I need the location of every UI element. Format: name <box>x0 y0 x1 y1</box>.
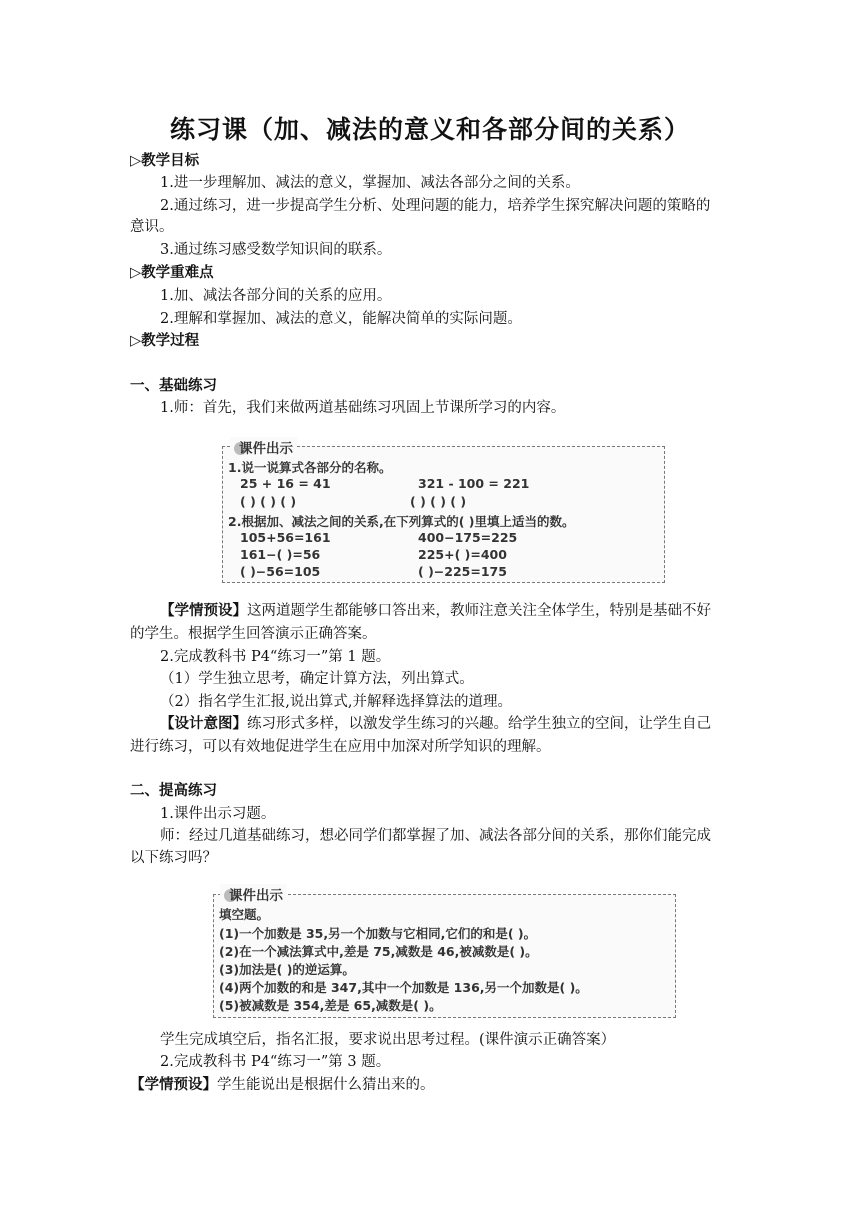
preset-paragraph: 【学情预设】学生能说出是根据什么猜出来的。 <box>130 1076 435 1093</box>
box1-equation-right: 321 - 100 = 221 <box>418 476 530 491</box>
box2-item: (5)被减数是 354,差是 65,减数是( )。 <box>219 998 442 1013</box>
goal-item-continued: 意识。 <box>130 219 174 235</box>
section2-line: 师：经过几道基础练习，想必同学们都掌握了加、减法各部分间的关系，那你们能完成 <box>160 828 711 844</box>
box2-item: (2)在一个减法算式中,差是 75,减数是 46,被减数是( )。 <box>219 944 538 959</box>
key-point-item: 1.加、减法各部分间的关系的应用。 <box>160 288 392 304</box>
box2-item: (4)两个加数的和是 347,其中一个加数是 136,另一个加数是( )。 <box>219 980 588 995</box>
courseware-tag: 课件出示 <box>220 884 287 904</box>
courseware-tag: 课件出示 <box>230 437 297 457</box>
goal-item: 2.通过练习，进一步提高学生分析、处理问题的能力，培养学生探究解决问题的策略的 <box>160 198 711 214</box>
goal-item: 3.通过练习感受数学知识间的联系。 <box>160 242 392 258</box>
box2-heading: 填空题。 <box>219 907 270 922</box>
section2-exercise-line: 2.完成教科书 P4“练习一”第 3 题。 <box>160 1054 391 1070</box>
design-intent-continued: 进行练习，可以有效地促进学生在应用中加深对所学知识的理解。 <box>130 739 551 755</box>
box1-row3-left: ( )−56=105 <box>240 564 321 579</box>
box1-row2-left: 161−( )=56 <box>240 547 321 562</box>
box1-question-2: 2.根据加、减法之间的关系,在下列算式的( )里填上适当的数。 <box>228 514 575 529</box>
box1-row1-right: 400−175=225 <box>418 530 518 545</box>
goal-item: 1.进一步理解加、减法的意义，掌握加、减法各部分之间的关系。 <box>160 175 580 191</box>
box1-row3-right: ( )−225=175 <box>418 564 507 579</box>
section2-line: 1.课件出示习题。 <box>160 806 276 822</box>
key-point-item: 2.理解和掌握加、减法的意义，能解决简单的实际问题。 <box>160 311 522 327</box>
key-points-heading: ▷教学重难点 <box>130 264 214 281</box>
page-title: 练习课（加、减法的意义和各部分间的关系） <box>169 115 690 144</box>
section2-line-continued: 以下练习吗？ <box>130 850 217 866</box>
box1-blanks-left: ( ) ( ) ( ) <box>240 494 297 509</box>
section2-heading: 二、提高练习 <box>130 782 217 799</box>
exercise-step: （1）学生独立思考，确定计算方法，列出算式。 <box>160 671 474 687</box>
section2-after-box: 学生完成填空后，指名汇报，要求说出思考过程。(课件演示正确答案） <box>160 1032 616 1048</box>
box1-equation-left: 25 + 16 = 41 <box>240 476 331 491</box>
box2-item: (3)加法是( )的逆运算。 <box>219 962 355 977</box>
box1-row2-right: 225+( )=400 <box>418 547 507 562</box>
exercise-line: 2.完成教科书 P4“练习一”第 1 题。 <box>160 649 391 665</box>
design-intent-paragraph: 【设计意图】练习形式多样，以激发学生练习的兴趣。给学生独立的空间，让学生自己 <box>160 715 711 732</box>
box1-question-1: 1.说一说算式各部分的名称。 <box>228 460 392 475</box>
preset-paragraph-continued: 的学生。根据学生回答演示正确答案。 <box>130 626 377 642</box>
box2-item: (1)一个加数是 35,另一个加数与它相同,它们的和是( )。 <box>219 926 537 941</box>
process-heading: ▷教学过程 <box>130 332 200 349</box>
section1-intro: 1.师：首先，我们来做两道基础练习巩固上节课所学习的内容。 <box>160 400 566 416</box>
exercise-step: （2）指名学生汇报,说出算式,并解释选择算法的道理。 <box>160 694 512 710</box>
box1-blanks-right: ( ) ( ) ( ) <box>410 494 467 509</box>
preset-paragraph: 【学情预设】这两道题学生都能够口答出来，教师注意关注全体学生，特别是基础不好 <box>160 602 711 619</box>
box1-row1-left: 105+56=161 <box>240 530 331 545</box>
section1-heading: 一、基础练习 <box>130 377 217 394</box>
goals-heading: ▷教学目标 <box>130 152 200 169</box>
